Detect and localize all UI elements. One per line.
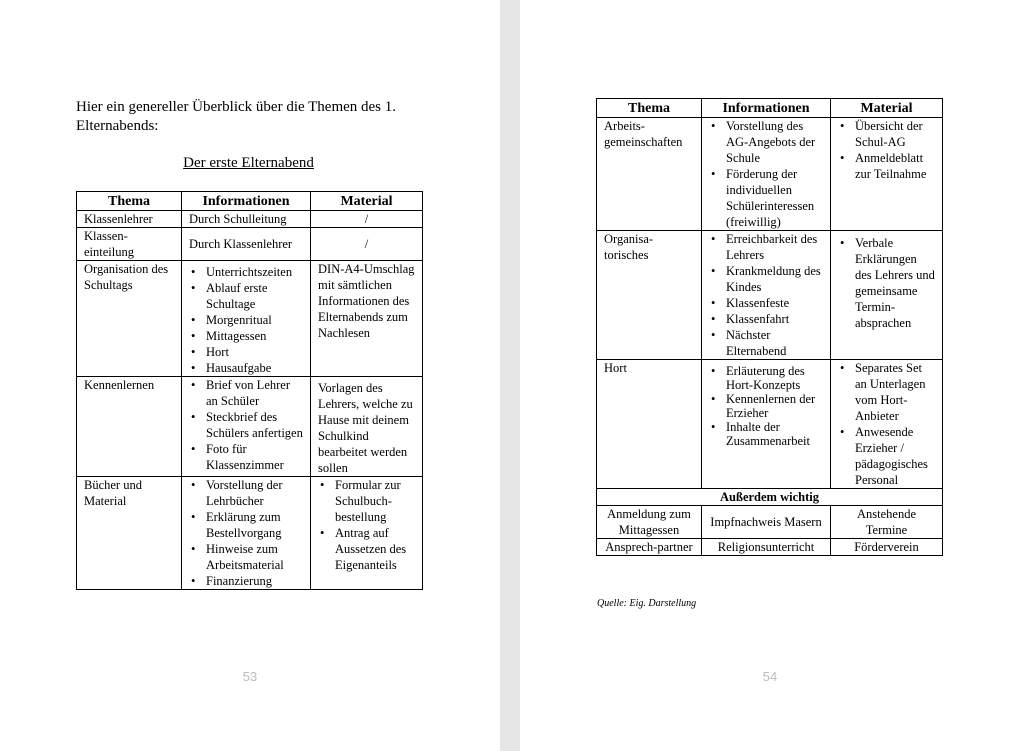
document-page-54	[520, 0, 1020, 751]
cell-thema: Arbeits-gemeinschaften	[597, 118, 702, 231]
list-item: • Vorstellung der Lehrbücher	[189, 477, 303, 509]
cell-info	[182, 377, 311, 477]
info-list	[189, 264, 303, 376]
list-item: • Nächster Elternabend	[709, 327, 823, 359]
material-list	[838, 360, 935, 488]
header-thema: Thema	[77, 192, 182, 211]
material-list	[838, 235, 935, 331]
material-list	[318, 477, 415, 573]
subheader-ausserdem-wichtig: Außerdem wichtig	[597, 489, 943, 506]
page-number: 53	[242, 669, 258, 684]
table-header-row	[77, 192, 423, 211]
cell-thema: Kennenlernen	[77, 377, 182, 477]
cell-extra: Ansprech-partner	[597, 539, 702, 556]
cell-info	[702, 360, 831, 489]
header-thema: Thema	[597, 99, 702, 118]
elternabend-table-continued	[596, 98, 943, 556]
cell-extra: Religionsunterricht	[702, 539, 831, 556]
cell-material	[831, 118, 943, 231]
header-informationen: Informationen	[182, 192, 311, 211]
table-row	[77, 211, 423, 228]
table-row	[597, 539, 943, 556]
cell-info	[702, 231, 831, 360]
cell-extra: Förderverein	[831, 539, 943, 556]
list-item: • Unterrichtszeiten	[189, 264, 303, 280]
list-item: • Anmeldeblatt zur Teilnahme	[838, 150, 935, 182]
list-item: • Separates Set an Unterlagen vom Hort-Anbieter	[838, 360, 935, 424]
cell-extra: Anstehende Termine	[831, 506, 943, 539]
cell-material: Vorlagen des Lehrers, welche zu Hause mit deinem Schulkind bearbeitet werden sollen	[311, 377, 423, 477]
header-material: Material	[311, 192, 423, 211]
cell-thema: Klassenlehrer	[77, 211, 182, 228]
elternabend-table	[76, 191, 423, 590]
cell-info	[702, 118, 831, 231]
cell-info: Durch Schulleitung	[182, 211, 311, 228]
cell-extra: Impfnachweis Masern	[702, 506, 831, 539]
list-item: • Inhalte der Zusammenarbeit	[709, 420, 823, 448]
cell-material: DIN-A4-Umschlag mit sämtlichen Informationen des Elternabends zum Nachlesen	[311, 261, 423, 377]
table-header-row	[597, 99, 943, 118]
cell-info: Durch Klassenlehrer	[182, 228, 311, 261]
list-item: • Verbale Erklärungen des Lehrers und gemeinsame Termin-absprachen	[838, 235, 935, 331]
header-material: Material	[831, 99, 943, 118]
cell-extra: Anmeldung zum Mittagessen	[597, 506, 702, 539]
cell-material	[311, 477, 423, 590]
list-item: • Foto für Klassenzimmer	[189, 441, 303, 473]
cell-material: /	[311, 228, 423, 261]
cell-thema: Organisation des Schultags	[77, 261, 182, 377]
cell-material: /	[311, 211, 423, 228]
table-row	[597, 231, 943, 360]
cell-material	[831, 231, 943, 360]
list-item: • Finanzierung	[189, 573, 303, 589]
table-row	[597, 360, 943, 489]
list-item: • Förderung der individuellen Schülerinteressen (freiwillig)	[709, 166, 823, 230]
table-row	[77, 377, 423, 477]
list-item: • Erläuterung des Hort-Konzepts	[709, 364, 823, 392]
document-page-53	[0, 0, 500, 751]
list-item: • Anwesende Erzieher / pädagogisches Personal	[838, 424, 935, 488]
info-list	[709, 118, 823, 230]
cell-thema: Organisa-torisches	[597, 231, 702, 360]
table-row	[77, 261, 423, 377]
list-item: • Vorstellung des AG-Angebots der Schule	[709, 118, 823, 166]
list-item: • Morgenritual	[189, 312, 303, 328]
material-list	[838, 118, 935, 182]
info-list	[189, 377, 303, 473]
cell-info	[182, 261, 311, 377]
cell-info	[182, 477, 311, 590]
list-item: • Klassenfeste	[709, 295, 823, 311]
source-note: Quelle: Eig. Darstellung	[597, 598, 697, 609]
info-list	[189, 477, 303, 589]
table-row	[77, 228, 423, 261]
page-number: 54	[762, 669, 778, 684]
list-item: • Klassenfahrt	[709, 311, 823, 327]
table-row	[77, 477, 423, 590]
list-item: • Steckbrief des Schülers anfertigen	[189, 409, 303, 441]
table-row	[597, 506, 943, 539]
table-row	[597, 118, 943, 231]
cell-thema: Bücher und Material	[77, 477, 182, 590]
cell-material	[831, 360, 943, 489]
list-item: • Hinweise zum Arbeitsmaterial	[189, 541, 303, 573]
list-item: • Brief von Lehrer an Schüler	[189, 377, 303, 409]
info-list	[709, 231, 823, 359]
list-item: • Übersicht der Schul-AG	[838, 118, 935, 150]
list-item: • Ablauf erste Schultage	[189, 280, 303, 312]
header-informationen: Informationen	[702, 99, 831, 118]
cell-thema: Klassen-einteilung	[77, 228, 182, 261]
table-subheader-row	[597, 489, 943, 506]
list-item: • Erklärung zum Bestellvorgang	[189, 509, 303, 541]
intro-paragraph: Hier ein genereller Überblick über die Themen des 1. Elternabends:	[76, 99, 397, 134]
list-item: • Krankmeldung des Kindes	[709, 263, 823, 295]
table-caption: Der erste Elternabend	[183, 155, 314, 171]
list-item: • Hausaufgabe	[189, 360, 303, 376]
list-item: • Hort	[189, 344, 303, 360]
list-item: • Erreichbarkeit des Lehrers	[709, 231, 823, 263]
list-item: • Antrag auf Aussetzen des Eigenanteils	[318, 525, 415, 573]
cell-thema: Hort	[597, 360, 702, 489]
list-item: • Formular zur Schulbuch-bestellung	[318, 477, 415, 525]
list-item: • Mittagessen	[189, 328, 303, 344]
info-list	[709, 364, 823, 448]
list-item: • Kennenlernen der Erzieher	[709, 392, 823, 420]
